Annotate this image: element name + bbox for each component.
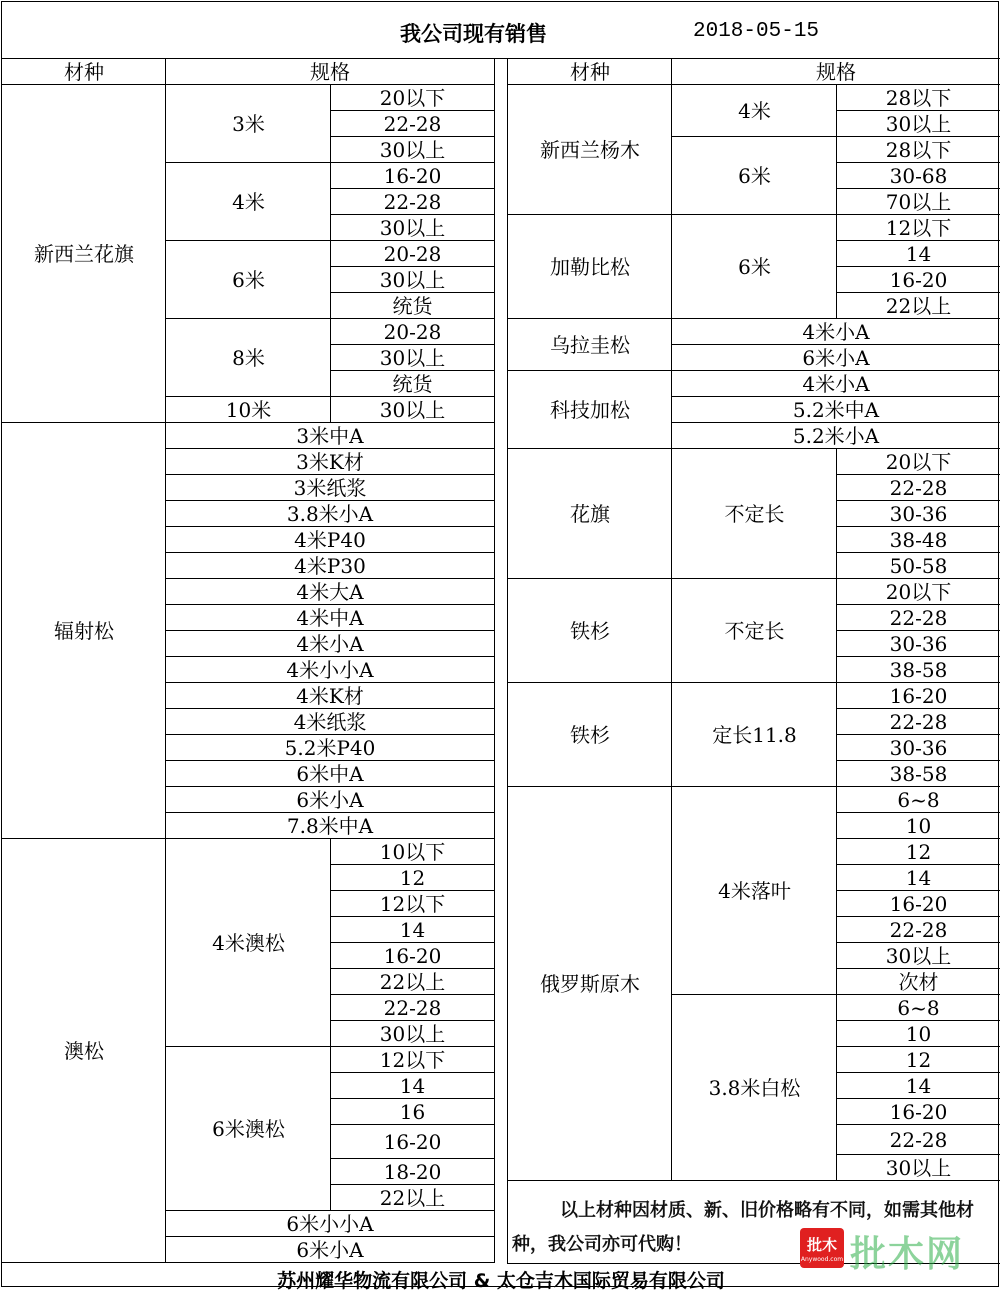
spec-cell: 5.2米小A: [671, 422, 1000, 449]
spec-cell: 统货: [330, 292, 495, 319]
spec-cell: 16-20: [330, 162, 495, 189]
spec-cell: 22-28: [836, 604, 1000, 631]
right-header-material: 材种: [507, 58, 672, 85]
spec-cell: 6米小小A: [165, 1210, 495, 1237]
spec-cell: 3.8米小A: [165, 500, 495, 527]
spec-cell: 38-58: [836, 656, 1000, 683]
spec-cell: 20-28: [330, 318, 495, 345]
spec-cell: 38-58: [836, 760, 1000, 787]
left-length-3m: 3米: [165, 84, 331, 163]
spec-cell: 统货: [330, 370, 495, 397]
left-length-4m: 4米: [165, 162, 331, 241]
spec-cell: 20以下: [330, 84, 495, 111]
spec-cell: 16-20: [836, 266, 1000, 293]
spec-cell: 20-28: [330, 240, 495, 267]
right-length-hemlock-fixed: 定长11.8: [671, 682, 837, 787]
right-length-larch: 4米落叶: [671, 786, 837, 995]
spec-cell: 6米小A: [165, 1236, 495, 1263]
right-material-tech: 科技加松: [507, 370, 672, 449]
header-top-line: [1, 58, 999, 59]
right-table-left-border: [507, 58, 508, 1264]
left-header-spec: 规格: [165, 58, 495, 85]
spec-cell: 30-68: [836, 162, 1000, 189]
right-length-caribbean: 6米: [671, 214, 837, 319]
spec-cell: 14: [836, 1072, 1000, 1099]
spec-cell: 28以下: [836, 136, 1000, 163]
left-length-6m: 6米: [165, 240, 331, 319]
spec-cell: 5.2米P40: [165, 734, 495, 761]
spec-cell: 4米纸浆: [165, 708, 495, 735]
spec-cell: 12: [836, 838, 1000, 865]
spec-cell: 10: [836, 812, 1000, 839]
spec-cell: 22-28: [330, 110, 495, 137]
spec-cell: 18-20: [330, 1158, 495, 1185]
right-material-russia: 俄罗斯原木: [507, 786, 672, 1181]
spec-cell: 30以上: [330, 1020, 495, 1047]
spec-cell: 22以上: [330, 1184, 495, 1211]
spec-cell: 4米小A: [165, 630, 495, 657]
spec-cell: 30-36: [836, 734, 1000, 761]
spec-cell: 12以下: [836, 214, 1000, 241]
right-header-spec: 规格: [671, 58, 1000, 85]
spec-cell: 20以下: [836, 578, 1000, 605]
spec-cell: 3米纸浆: [165, 474, 495, 501]
spec-cell: 3米K材: [165, 448, 495, 475]
spec-cell: 70以上: [836, 188, 1000, 215]
spec-cell: 14: [836, 864, 1000, 891]
spec-cell: 22以上: [836, 292, 1000, 319]
left-length-8m: 8米: [165, 318, 331, 397]
spec-cell: 4米小A: [671, 318, 1000, 345]
left-material-nz-radiata: 新西兰花旗: [1, 84, 166, 423]
right-length-white-pine: 3.8米白松: [671, 994, 837, 1181]
spec-cell: 16-20: [836, 890, 1000, 917]
spec-cell: 20以下: [836, 448, 1000, 475]
note-top-border: [507, 1180, 1000, 1181]
spec-cell: 3米中A: [165, 422, 495, 449]
spec-cell: 10以下: [330, 838, 495, 865]
right-length-6m: 6米: [671, 136, 837, 215]
spec-cell: 4米大A: [165, 578, 495, 605]
spec-cell: 30以上: [836, 1154, 1000, 1181]
right-length-douglas: 不定长: [671, 448, 837, 579]
spec-cell: 6~8: [836, 994, 1000, 1021]
spec-cell: 6米小A: [165, 786, 495, 813]
spec-cell: 30-36: [836, 630, 1000, 657]
left-length-aus-4m: 4米澳松: [165, 838, 331, 1047]
right-length-hemlock-random: 不定长: [671, 578, 837, 683]
spec-cell: 7.8米中A: [165, 812, 495, 839]
spec-cell: 4米小A: [671, 370, 1000, 397]
spec-cell: 6~8: [836, 786, 1000, 813]
sheet-date: 2018-05-15: [693, 20, 820, 43]
spec-cell: 14: [330, 1072, 495, 1099]
spec-cell: 5.2米中A: [671, 396, 1000, 423]
spec-cell: 30以上: [330, 266, 495, 293]
spec-cell: 12: [836, 1046, 1000, 1073]
spec-cell: 次材: [836, 968, 1000, 995]
spec-cell: 16-20: [330, 942, 495, 969]
spec-cell: 6米中A: [165, 760, 495, 787]
right-material-hemlock: 铁杉: [507, 578, 672, 683]
sheet-title: 我公司现有销售: [400, 22, 547, 46]
spec-cell: 16-20: [836, 682, 1000, 709]
spec-cell: 30以上: [836, 942, 1000, 969]
spec-cell: 30-36: [836, 500, 1000, 527]
footer-companies: 苏州耀华物流有限公司 & 太仓吉木国际贸易有限公司: [277, 1270, 725, 1292]
spec-cell: 22-28: [836, 474, 1000, 501]
spec-cell: 38-48: [836, 526, 1000, 553]
spec-cell: 22-28: [836, 708, 1000, 735]
spec-cell: 16-20: [836, 1098, 1000, 1125]
watermark-logo: [800, 1224, 990, 1280]
left-length-10m: 10米: [165, 396, 331, 423]
spec-cell: 12以下: [330, 890, 495, 917]
spec-cell: 22以上: [330, 968, 495, 995]
right-length-4m: 4米: [671, 84, 837, 137]
right-material-douglas: 花旗: [507, 448, 672, 579]
watermark-badge-text: 批木: [806, 1236, 837, 1254]
spec-cell: 12以下: [330, 1046, 495, 1073]
spec-cell: 4米P40: [165, 526, 495, 553]
spec-cell: 22-28: [330, 994, 495, 1021]
spec-cell: 22-28: [836, 916, 1000, 943]
watermark-site: 批木网: [850, 1234, 965, 1275]
spec-cell: 28以下: [836, 84, 1000, 111]
spec-cell: 4米K材: [165, 682, 495, 709]
left-header-material: 材种: [1, 58, 166, 85]
spec-cell: 4米P30: [165, 552, 495, 579]
spec-cell: 10: [836, 1020, 1000, 1047]
right-material-caribbean: 加勒比松: [507, 214, 672, 319]
spec-cell: 14: [836, 240, 1000, 267]
spec-cell: 16: [330, 1098, 495, 1125]
right-material-hemlock-fixed: 铁杉: [507, 682, 672, 787]
spec-cell: 22-28: [330, 188, 495, 215]
spec-cell: 30以上: [836, 110, 1000, 137]
spec-cell: 30以上: [330, 214, 495, 241]
spec-cell: 22-28: [836, 1124, 1000, 1155]
left-material-radiata: 辐射松: [1, 422, 166, 839]
spec-cell: 30以上: [330, 136, 495, 163]
spec-cell: 50-58: [836, 552, 1000, 579]
right-material-nz-poplar: 新西兰杨木: [507, 84, 672, 215]
spec-cell: 30以上: [330, 396, 495, 423]
spec-cell: 16-20: [330, 1124, 495, 1159]
spec-cell: 6米小A: [671, 344, 1000, 371]
left-length-aus-6m: 6米澳松: [165, 1046, 331, 1211]
spec-cell: 30以上: [330, 344, 495, 371]
right-material-uruguay: 乌拉圭松: [507, 318, 672, 371]
spec-cell: 4米小小A: [165, 656, 495, 683]
watermark-url: Anywood.com: [800, 1256, 844, 1263]
spec-cell: 4米中A: [165, 604, 495, 631]
left-material-aus: 澳松: [1, 838, 166, 1263]
spec-cell: 12: [330, 864, 495, 891]
spec-cell: 14: [330, 916, 495, 943]
note-text: 以上材种因材质、新、旧价格略有不同，如需其他材种，我公司亦可代购！: [512, 1200, 974, 1255]
